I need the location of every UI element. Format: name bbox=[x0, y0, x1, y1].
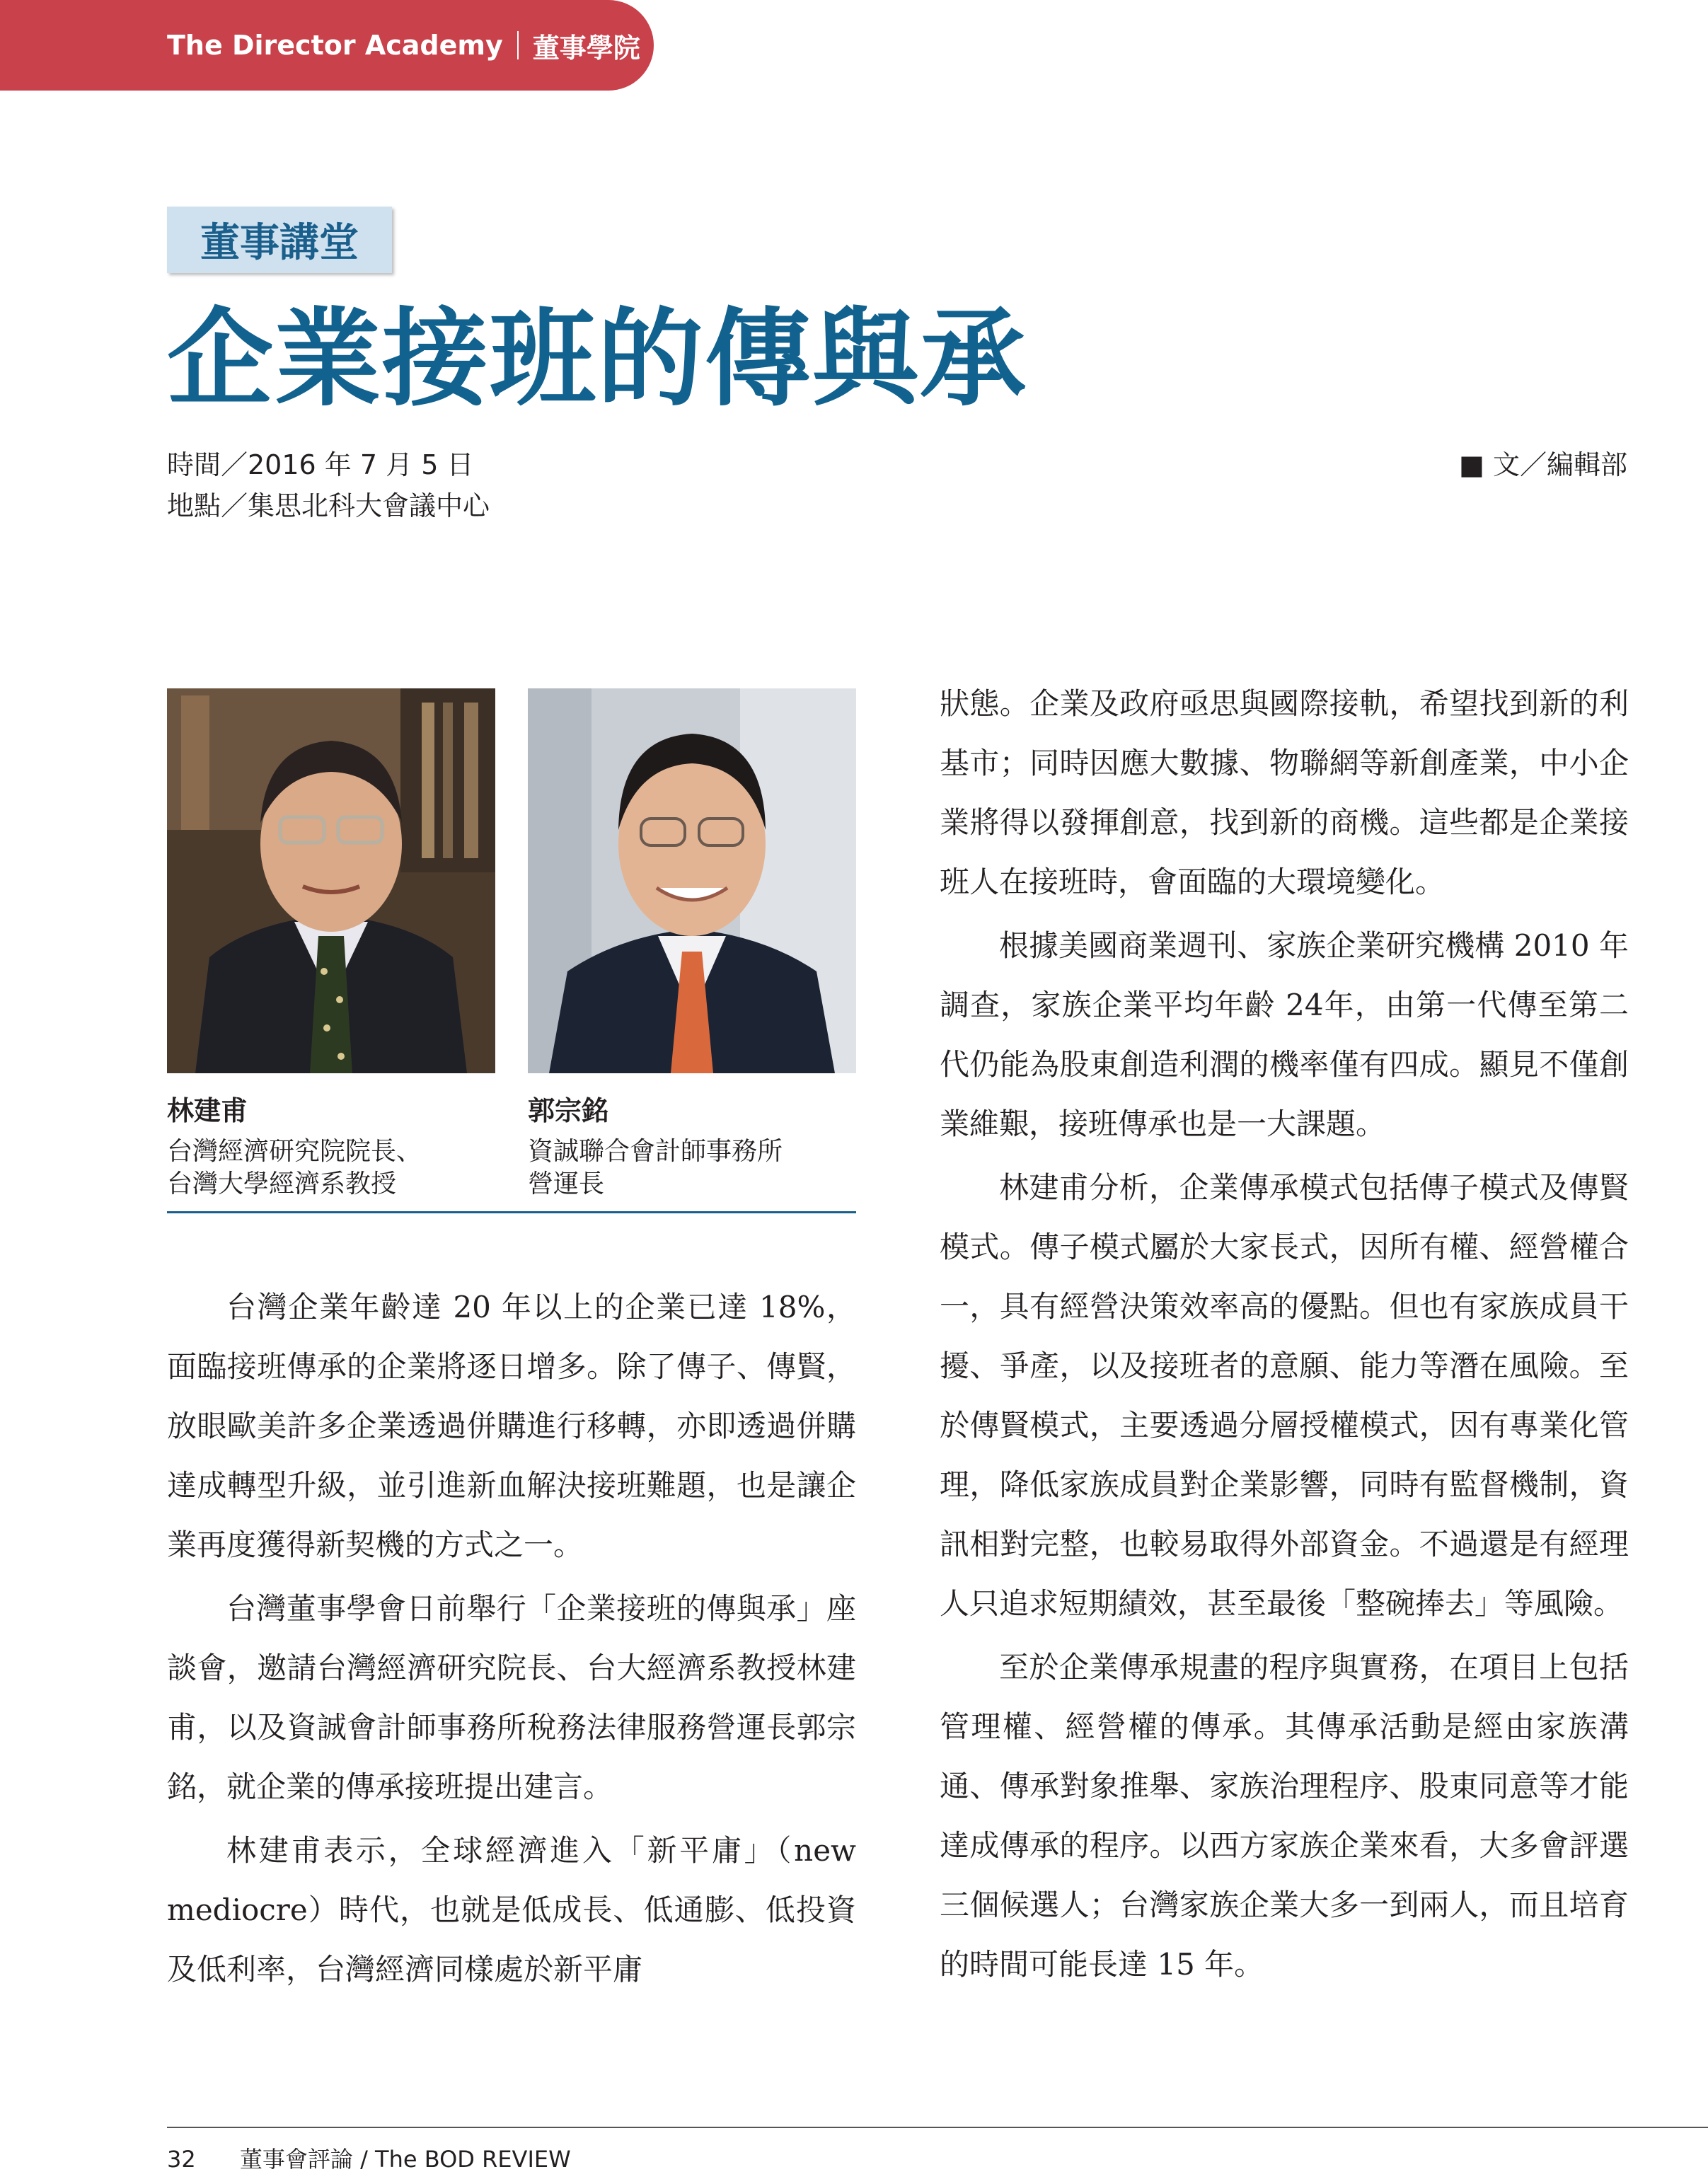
section-tag: 董事講堂 bbox=[167, 207, 392, 273]
profile-title-2-line1: 資誠聯合會計師事務所 bbox=[528, 1137, 783, 1166]
publication-name: 董事會評論 / The BOD REVIEW bbox=[239, 2146, 571, 2173]
header-tab bbox=[0, 0, 654, 91]
profile-title-2-line2: 營運長 bbox=[528, 1169, 605, 1198]
profile-name-1: 林建甫 bbox=[167, 1095, 248, 1126]
page-title: 企業接班的傳與承 bbox=[167, 298, 1028, 421]
paragraph: 根據美國商業週刊、家族企業研究機構 2010 年調查，家族企業平均年齡 24年，由第一代傳至第二代仍能為股東創造利潤的機率僅有四成。顯見不僅創業維艱，接班傳承也是一大課題。 bbox=[940, 928, 1629, 1141]
paragraph: 林建甫分析，企業傳承模式包括傳子模式及傳賢模式。傳子模式屬於大家長式，因所有權、經營權合一，具有經營決策效率高的優點。但也有家族成員干擾、爭產，以及接班者的意願、能力等潛在風險。至於傳賢模式，主要透過分層授權模式，因有專業化管理，降低家族成員對企業影響，同時有監督機制，資訊相對完整，也較易取得外部資金。不過還是有經理人只追求短期績效，甚至最後「整碗捧去」等風險。 bbox=[940, 1170, 1629, 1621]
profile-name-2: 郭宗銘 bbox=[528, 1095, 609, 1126]
profile-title-1-line2: 台灣大學經濟系教授 bbox=[167, 1169, 397, 1198]
portrait-photo-kuo bbox=[528, 688, 856, 1073]
footer-divider bbox=[167, 2127, 1708, 2128]
event-place: 地點／集思北科大會議中心 bbox=[167, 490, 490, 521]
right-column bbox=[940, 674, 1629, 1999]
event-time: 時間／2016 年 7 月 5 日 bbox=[167, 449, 474, 480]
portrait-photo-lin bbox=[167, 688, 495, 1073]
profile-title-1-line1: 台灣經濟研究院院長、 bbox=[167, 1137, 422, 1166]
page-footer bbox=[167, 2144, 571, 2175]
paragraph: 台灣企業年齡達 20 年以上的企業已達 18%，面臨接班傳承的企業將逐日增多。除了傳子、傳賢，放眼歐美許多企業透過併購進行移轉，亦即透過併購達成轉型升級，並引進新血解決接班難題，也是讓企業再度獲得新契機的方式之一。 bbox=[167, 1290, 856, 1562]
paragraph: 狀態。企業及政府亟思與國際接軌，希望找到新的利基市；同時因應大數據、物聯網等新創產業，中小企業將得以發揮創意，找到新的商機。這些都是企業接班人在接班時，會面臨的大環境變化。 bbox=[940, 686, 1629, 899]
paragraph: 林建甫表示，全球經濟進入「新平庸」（new mediocre）時代，也就是低成長、低通膨、低投資及低利率，台灣經濟同樣處於新平庸 bbox=[167, 1833, 856, 1987]
brand-divider bbox=[517, 31, 519, 59]
event-meta bbox=[167, 444, 490, 526]
brand-english: The Director Academy bbox=[167, 30, 503, 61]
paragraph: 台灣董事學會日前舉行「企業接班的傳與承」座談會，邀請台灣經濟研究院長、台大經濟系教授林建甫，以及資誠會計師事務所稅務法律服務營運長郭宗銘，就企業的傳承接班提出建言。 bbox=[167, 1591, 856, 1804]
profile-divider bbox=[167, 1211, 856, 1213]
left-column bbox=[167, 1278, 856, 2004]
brand-chinese: 董事學院 bbox=[532, 32, 640, 64]
page-number: 32 bbox=[167, 2146, 196, 2173]
profile-title-2 bbox=[528, 1136, 783, 1201]
profile-title-1 bbox=[167, 1136, 422, 1201]
byline: ■ 文／編輯部 bbox=[1459, 449, 1627, 480]
paragraph: 至於企業傳承規畫的程序與實務，在項目上包括管理權、經營權的傳承。其傳承活動是經由家族溝通、傳承對象推舉、家族治理程序、股東同意等才能達成傳承的程序。以西方家族企業來看，大多會評選三個候選人；台灣家族企業大多一到兩人，而且培育的時間可能長達 15 年。 bbox=[940, 1650, 1629, 1982]
